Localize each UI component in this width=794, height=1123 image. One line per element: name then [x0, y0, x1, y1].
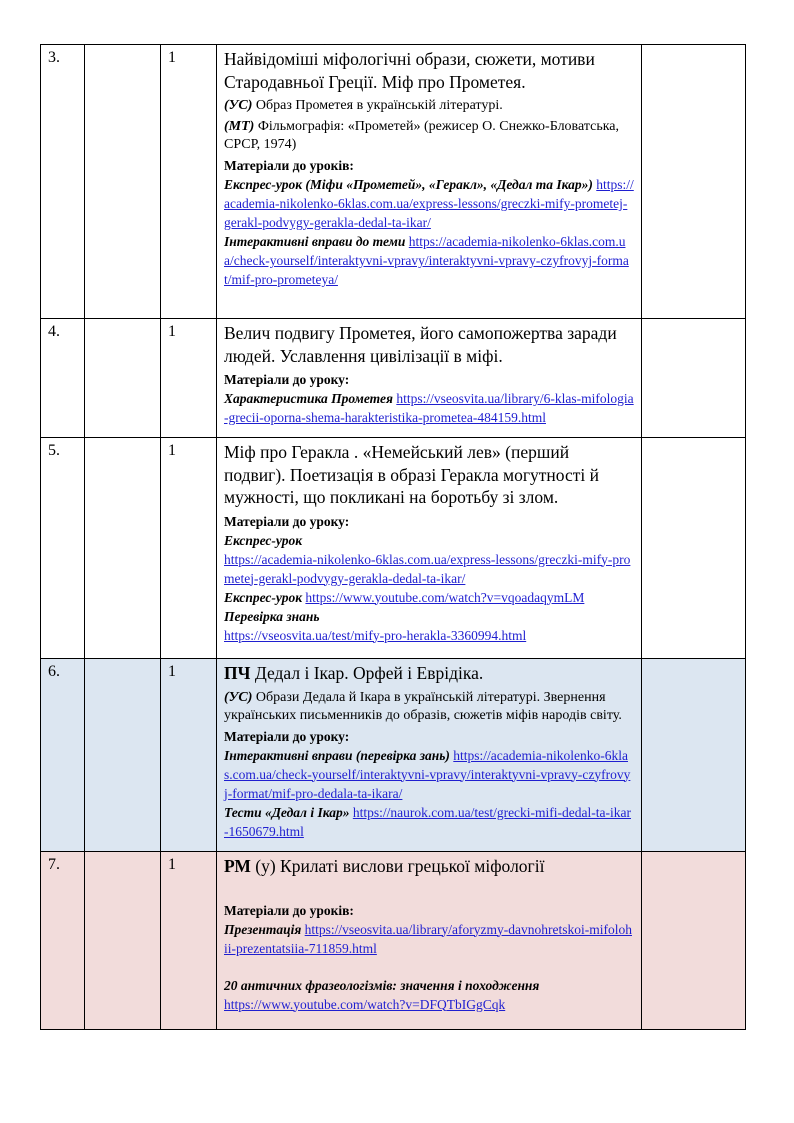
topic-title: ПЧ Дедал і Ікар. Орфей і Еврідіка. — [224, 663, 484, 683]
resource-item: Інтерактивні вправи (перевірка зань) https://academia-nikolenko-6klas.com.ua/check-yourself/interaktyvni-vpravy/interaktyvni-vpravy-czyfrovyj-format/mif-pro-dedala-ta-ikara/ — [224, 747, 631, 801]
hours-cell: 1 — [161, 852, 217, 1030]
resource-item: Експрес-урок https://academia-nikolenko-6klas.com.ua/express-lessons/greczki-mify-prometej-gerakl-podvygy-gerakla-dedal-ta-ikar/ — [224, 532, 631, 586]
topic-cell — [217, 438, 642, 659]
date-cell — [85, 659, 161, 852]
us-note: (УС) Образ Прометея в українській літературі. — [224, 98, 503, 113]
hours-cell: 1 — [161, 438, 217, 659]
notes-cell — [642, 438, 746, 659]
date-cell — [85, 45, 161, 319]
notes-cell — [642, 319, 746, 438]
topic-cell — [217, 45, 642, 319]
resource-item: Інтерактивні вправи до теми https://academia-nikolenko-6klas.com.ua/check-yourself/interaktyvni-vpravy/interaktyvni-vpravy-czyfrovyj-format/mif-pro-prometeya/ — [224, 234, 629, 287]
resource-link[interactable]: https://www.youtube.com/watch?v=vqoadaqymLM — [305, 589, 585, 605]
resource-item: Експрес-урок https://www.youtube.com/watch?v=vqoadaqymLM — [224, 589, 585, 605]
topic-title: Велич подвигу Прометея, його самопожертва заради людей. Уславлення цивілізації в міфі. — [224, 323, 617, 366]
resource-item: Презентація https://vseosvita.ua/library/aforyzmy-davnohretskoi-mifolohii-prezentatsiia-711859.html — [224, 921, 632, 956]
lesson-number: 4. — [41, 319, 85, 438]
resource-item: Тести «Дедал і Ікар» https://naurok.com.ua/test/grecki-mifi-dedal-ta-ikar-1650679.html — [224, 804, 631, 839]
topic-cell — [217, 659, 642, 852]
resource-item: Перевірка знань https://vseosvita.ua/test/mify-pro-herakla-3360994.html — [224, 608, 527, 643]
lesson-row-4 — [41, 319, 746, 438]
resource-link[interactable]: https://academia-nikolenko-6klas.com.ua/check-yourself/interaktyvni-vpravy/interaktyvni-vpravy-czyfrovyj-format/mif-pro-dedala-ta-ikara/ — [224, 747, 631, 801]
hours-cell: 1 — [161, 659, 217, 852]
notes-cell — [642, 852, 746, 1030]
resource-link[interactable]: https://academia-nikolenko-6klas.com.ua/express-lessons/greczki-mify-prometej-gerakl-podvygy-gerakla-dedal-ta-ikar/ — [224, 551, 631, 586]
lesson-number: 6. — [41, 659, 85, 852]
lesson-row-3 — [41, 45, 746, 319]
resource-item: Характеристика Прометея https://vseosvita.ua/library/6-klas-mifologia-grecii-oporna-shema-harakteristika-prometea-484159.html — [224, 391, 634, 425]
resource-link[interactable]: https://vseosvita.ua/library/6-klas-mifologia-grecii-oporna-shema-harakteristika-prometea-484159.html — [224, 391, 634, 425]
notes-cell — [642, 659, 746, 852]
materials-heading: Матеріали до уроку: — [224, 372, 350, 387]
materials-heading: Матеріали до уроку: — [224, 513, 350, 529]
resource-link[interactable]: https://naurok.com.ua/test/grecki-mifi-dedal-ta-ikar-1650679.html — [224, 804, 631, 839]
date-cell — [85, 438, 161, 659]
resource-link[interactable]: https://vseosvita.ua/test/mify-pro-herakla-3360994.html — [224, 627, 527, 643]
materials-heading: Матеріали до уроків: — [224, 902, 354, 918]
resource-item: 20 античних фразеологізмів: значення і походження https://www.youtube.com/watch?v=DFQTbIGgCqk — [224, 977, 540, 1012]
lesson-row-6 — [41, 659, 746, 852]
mt-note: (МТ) Фільмографія: «Прометей» (режисер О. Снежко-Бловатська, СРСР, 1974) — [224, 119, 620, 152]
lessons-table — [40, 44, 746, 1030]
materials-heading: Матеріали до уроків: — [224, 158, 354, 173]
hours-cell: 1 — [161, 319, 217, 438]
date-cell — [85, 319, 161, 438]
resource-link[interactable]: https://vseosvita.ua/library/aforyzmy-davnohretskoi-mifolohii-prezentatsiia-711859.html — [224, 921, 632, 956]
topic-title: Міф про Геракла . «Немейський лев» (перший подвиг). Поетизація в образі Геракла могутності й мужності, що покликані на боротьбу зі злом. — [224, 442, 599, 507]
resource-item: Експрес-урок (Міфи «Прометей», «Геракл», «Дедал та Ікар») https://academia-nikolenko-6klas.com.ua/express-lessons/greczki-mify-prometej-gerakl-podvygy-gerakla-dedal-ta-ikar/ — [224, 177, 634, 230]
resource-link[interactable]: https://academia-nikolenko-6klas.com.ua/check-yourself/interaktyvni-vpravy/interaktyvni-vpravy-czyfrovyj-format/mif-pro-prometeya/ — [224, 234, 629, 287]
topic-title: Найвідоміші міфологічні образи, сюжети, мотиви Стародавньої Греції. Міф про Прометея. — [224, 49, 595, 92]
lesson-number: 3. — [41, 45, 85, 319]
topic-cell — [217, 852, 642, 1030]
notes-cell — [642, 45, 746, 319]
topic-title: РМ (у) Крилаті вислови грецької міфології — [224, 856, 545, 876]
lesson-number: 7. — [41, 852, 85, 1030]
hours-cell: 1 — [161, 45, 217, 319]
us-note: (УС) Образи Дедала й Ікара в українській літературі. Звернення українських письменників до образів, сюжетів міфів народів світу. — [224, 689, 622, 723]
resource-link[interactable]: https://www.youtube.com/watch?v=DFQTbIGgCqk — [224, 996, 506, 1012]
lesson-row-5 — [41, 438, 746, 659]
lesson-number: 5. — [41, 438, 85, 659]
lesson-row-7 — [41, 852, 746, 1030]
date-cell — [85, 852, 161, 1030]
resource-link[interactable]: https://academia-nikolenko-6klas.com.ua/express-lessons/greczki-mify-prometej-gerakl-podvygy-gerakla-dedal-ta-ikar/ — [224, 177, 634, 230]
topic-cell — [217, 319, 642, 438]
materials-heading: Матеріали до уроку: — [224, 728, 350, 744]
